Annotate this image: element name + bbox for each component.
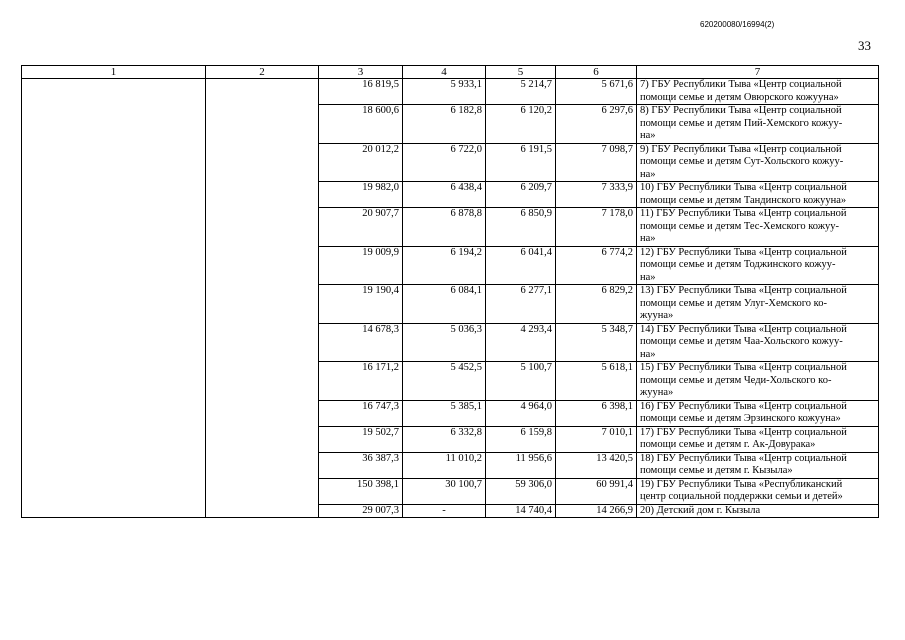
- column-header: 2: [206, 66, 319, 79]
- organization-line: помощи семье и детям Тес-Хемского кожуу-: [640, 220, 840, 232]
- amount-cell: 6 850,9: [486, 208, 556, 247]
- column-header: 4: [403, 66, 486, 79]
- amount-cell: 6 332,8: [403, 426, 486, 452]
- amount-cell: 11 956,6: [486, 452, 556, 478]
- organization-line: на»: [640, 130, 656, 141]
- amount-cell: 7 098,7: [556, 143, 637, 182]
- organization-line: помощи семье и детям Чаа-Хольского кожуу-: [640, 336, 843, 347]
- organization-line: 8) ГБУ Республики Тыва «Центр социальной: [640, 105, 842, 116]
- organization-cell: [637, 478, 879, 504]
- amount-cell: 150 398,1: [319, 478, 403, 504]
- amount-cell: 6 182,8: [403, 105, 486, 144]
- amount-cell: 11 010,2: [403, 452, 486, 478]
- organization-line: жууна»: [640, 387, 674, 398]
- organization-cell: [637, 208, 879, 247]
- organization-line: 19) ГБУ Республики Тыва «Республиканский: [640, 478, 843, 490]
- amount-cell: 6 041,4: [486, 246, 556, 285]
- amount-cell: 7 178,0: [556, 208, 637, 247]
- organization-cell: [637, 143, 879, 182]
- amount-cell: 6 209,7: [486, 182, 556, 208]
- organization-cell: [637, 504, 879, 518]
- organization-line: помощи семье и детям Пий-Хемского кожуу-: [640, 117, 843, 129]
- organization-cell: [637, 182, 879, 208]
- header-row: [22, 66, 879, 79]
- amount-cell: 5 385,1: [403, 400, 486, 426]
- organization-line: помощи семье и детям Сут-Хольского кожуу-: [640, 156, 844, 167]
- amount-cell: 5 348,7: [556, 323, 637, 362]
- amount-cell: 16 747,3: [319, 400, 403, 426]
- organization-line: на»: [640, 233, 656, 244]
- organization-cell: [637, 362, 879, 401]
- organization-line: помощи семье и детям Эрзинского кожууна»: [640, 413, 841, 424]
- organization-line: центр социальной поддержки семьи и детей»: [640, 491, 843, 502]
- column-header: 5: [486, 66, 556, 79]
- amount-cell: 6 194,2: [403, 246, 486, 285]
- organization-line: помощи семье и детям г. Кызыла»: [640, 465, 793, 476]
- organization-cell: [637, 426, 879, 452]
- amount-cell: 14 740,4: [486, 504, 556, 518]
- amount-cell: 29 007,3: [319, 504, 403, 518]
- organization-line: на»: [640, 271, 656, 283]
- amount-cell: 20 012,2: [319, 143, 403, 182]
- organization-line: помощи семье и детям Тандинского кожууна»: [640, 194, 847, 206]
- amount-cell: 5 036,3: [403, 323, 486, 362]
- column-header: 1: [22, 66, 206, 79]
- organization-line: 16) ГБУ Республики Тыва «Центр социальной: [640, 400, 847, 412]
- amount-cell: 19 982,0: [319, 182, 403, 208]
- organization-cell: [637, 105, 879, 144]
- amount-cell: 13 420,5: [556, 452, 637, 478]
- column-header: 6: [556, 66, 637, 79]
- amount-cell: 18 600,6: [319, 105, 403, 144]
- amount-cell: 60 991,4: [556, 478, 637, 504]
- amount-cell: 59 306,0: [486, 478, 556, 504]
- amount-cell: 6 297,6: [556, 105, 637, 144]
- amount-cell: 6 398,1: [556, 400, 637, 426]
- organization-line: помощи семье и детям Улуг-Хемского ко-: [640, 297, 828, 309]
- organization-line: жууна»: [640, 310, 674, 321]
- column-header: 7: [637, 66, 879, 79]
- amount-cell: 6 722,0: [403, 143, 486, 182]
- organization-line: 20) Детский дом г. Кызыла: [640, 504, 761, 516]
- organization-line: 11) ГБУ Республики Тыва «Центр социальной: [640, 208, 847, 219]
- amount-cell: 19 009,9: [319, 246, 403, 285]
- organization-line: помощи семье и детям г. Ак-Довурака»: [640, 439, 816, 450]
- amount-cell: 14 678,3: [319, 323, 403, 362]
- organization-line: 15) ГБУ Республики Тыва «Центр социальной: [640, 362, 847, 373]
- table-body: [22, 79, 879, 518]
- amount-cell: 7 010,1: [556, 426, 637, 452]
- amount-cell: 30 100,7: [403, 478, 486, 504]
- table-row: [22, 79, 879, 105]
- organization-line: 7) ГБУ Республики Тыва «Центр социальной: [640, 79, 842, 90]
- amount-cell: 36 387,3: [319, 452, 403, 478]
- amount-cell: 19 502,7: [319, 426, 403, 452]
- organization-line: 14) ГБУ Республики Тыва «Центр социальной: [640, 323, 847, 335]
- organization-line: 12) ГБУ Республики Тыва «Центр социальной: [640, 246, 847, 258]
- amount-cell: 6 774,2: [556, 246, 637, 285]
- organization-line: на»: [640, 348, 656, 360]
- amount-cell: 5 671,6: [556, 79, 637, 105]
- amount-cell: 6 829,2: [556, 285, 637, 324]
- amount-cell: 6 878,8: [403, 208, 486, 247]
- amount-cell: 6 438,4: [403, 182, 486, 208]
- amount-cell: 16 819,5: [319, 79, 403, 105]
- amount-cell: 16 171,2: [319, 362, 403, 401]
- amount-cell: 5 933,1: [403, 79, 486, 105]
- organization-cell: [637, 79, 879, 105]
- column-header: 3: [319, 66, 403, 79]
- organization-cell: [637, 285, 879, 324]
- amount-cell: 4 293,4: [486, 323, 556, 362]
- amount-cell: 7 333,9: [556, 182, 637, 208]
- amount-cell: -: [403, 504, 486, 518]
- amount-cell: 6 191,5: [486, 143, 556, 182]
- empty-cell: [206, 79, 319, 518]
- organization-line: 18) ГБУ Республики Тыва «Центр социальной: [640, 452, 847, 464]
- amount-cell: 6 277,1: [486, 285, 556, 324]
- organization-cell: [637, 323, 879, 362]
- organization-line: помощи семье и детям Чеди-Хольского ко-: [640, 374, 832, 386]
- organization-line: на»: [640, 168, 656, 180]
- organization-line: 9) ГБУ Республики Тыва «Центр социальной: [640, 143, 842, 155]
- amount-cell: 6 084,1: [403, 285, 486, 324]
- amount-cell: 14 266,9: [556, 504, 637, 518]
- organization-line: помощи семье и детям Тоджинского кожуу-: [640, 259, 836, 270]
- organization-line: помощи семье и детям Овюрского кожууна»: [640, 91, 839, 103]
- organization-cell: [637, 452, 879, 478]
- organization-cell: [637, 400, 879, 426]
- amount-cell: 6 159,8: [486, 426, 556, 452]
- amount-cell: 5 214,7: [486, 79, 556, 105]
- organization-line: 13) ГБУ Республики Тыва «Центр социальной: [640, 285, 847, 296]
- amount-cell: 5 100,7: [486, 362, 556, 401]
- amount-cell: 20 907,7: [319, 208, 403, 247]
- amount-cell: 5 618,1: [556, 362, 637, 401]
- amount-cell: 19 190,4: [319, 285, 403, 324]
- amount-cell: 5 452,5: [403, 362, 486, 401]
- amount-cell: 6 120,2: [486, 105, 556, 144]
- amount-cell: 4 964,0: [486, 400, 556, 426]
- data-table: [21, 65, 879, 518]
- empty-cell: [22, 79, 206, 518]
- document-id: 620200080/16994(2): [700, 20, 775, 29]
- page-number: 33: [858, 38, 871, 53]
- organization-cell: [637, 246, 879, 285]
- organization-line: 10) ГБУ Республики Тыва «Центр социальной: [640, 182, 847, 193]
- organization-line: 17) ГБУ Республики Тыва «Центр социальной: [640, 426, 847, 438]
